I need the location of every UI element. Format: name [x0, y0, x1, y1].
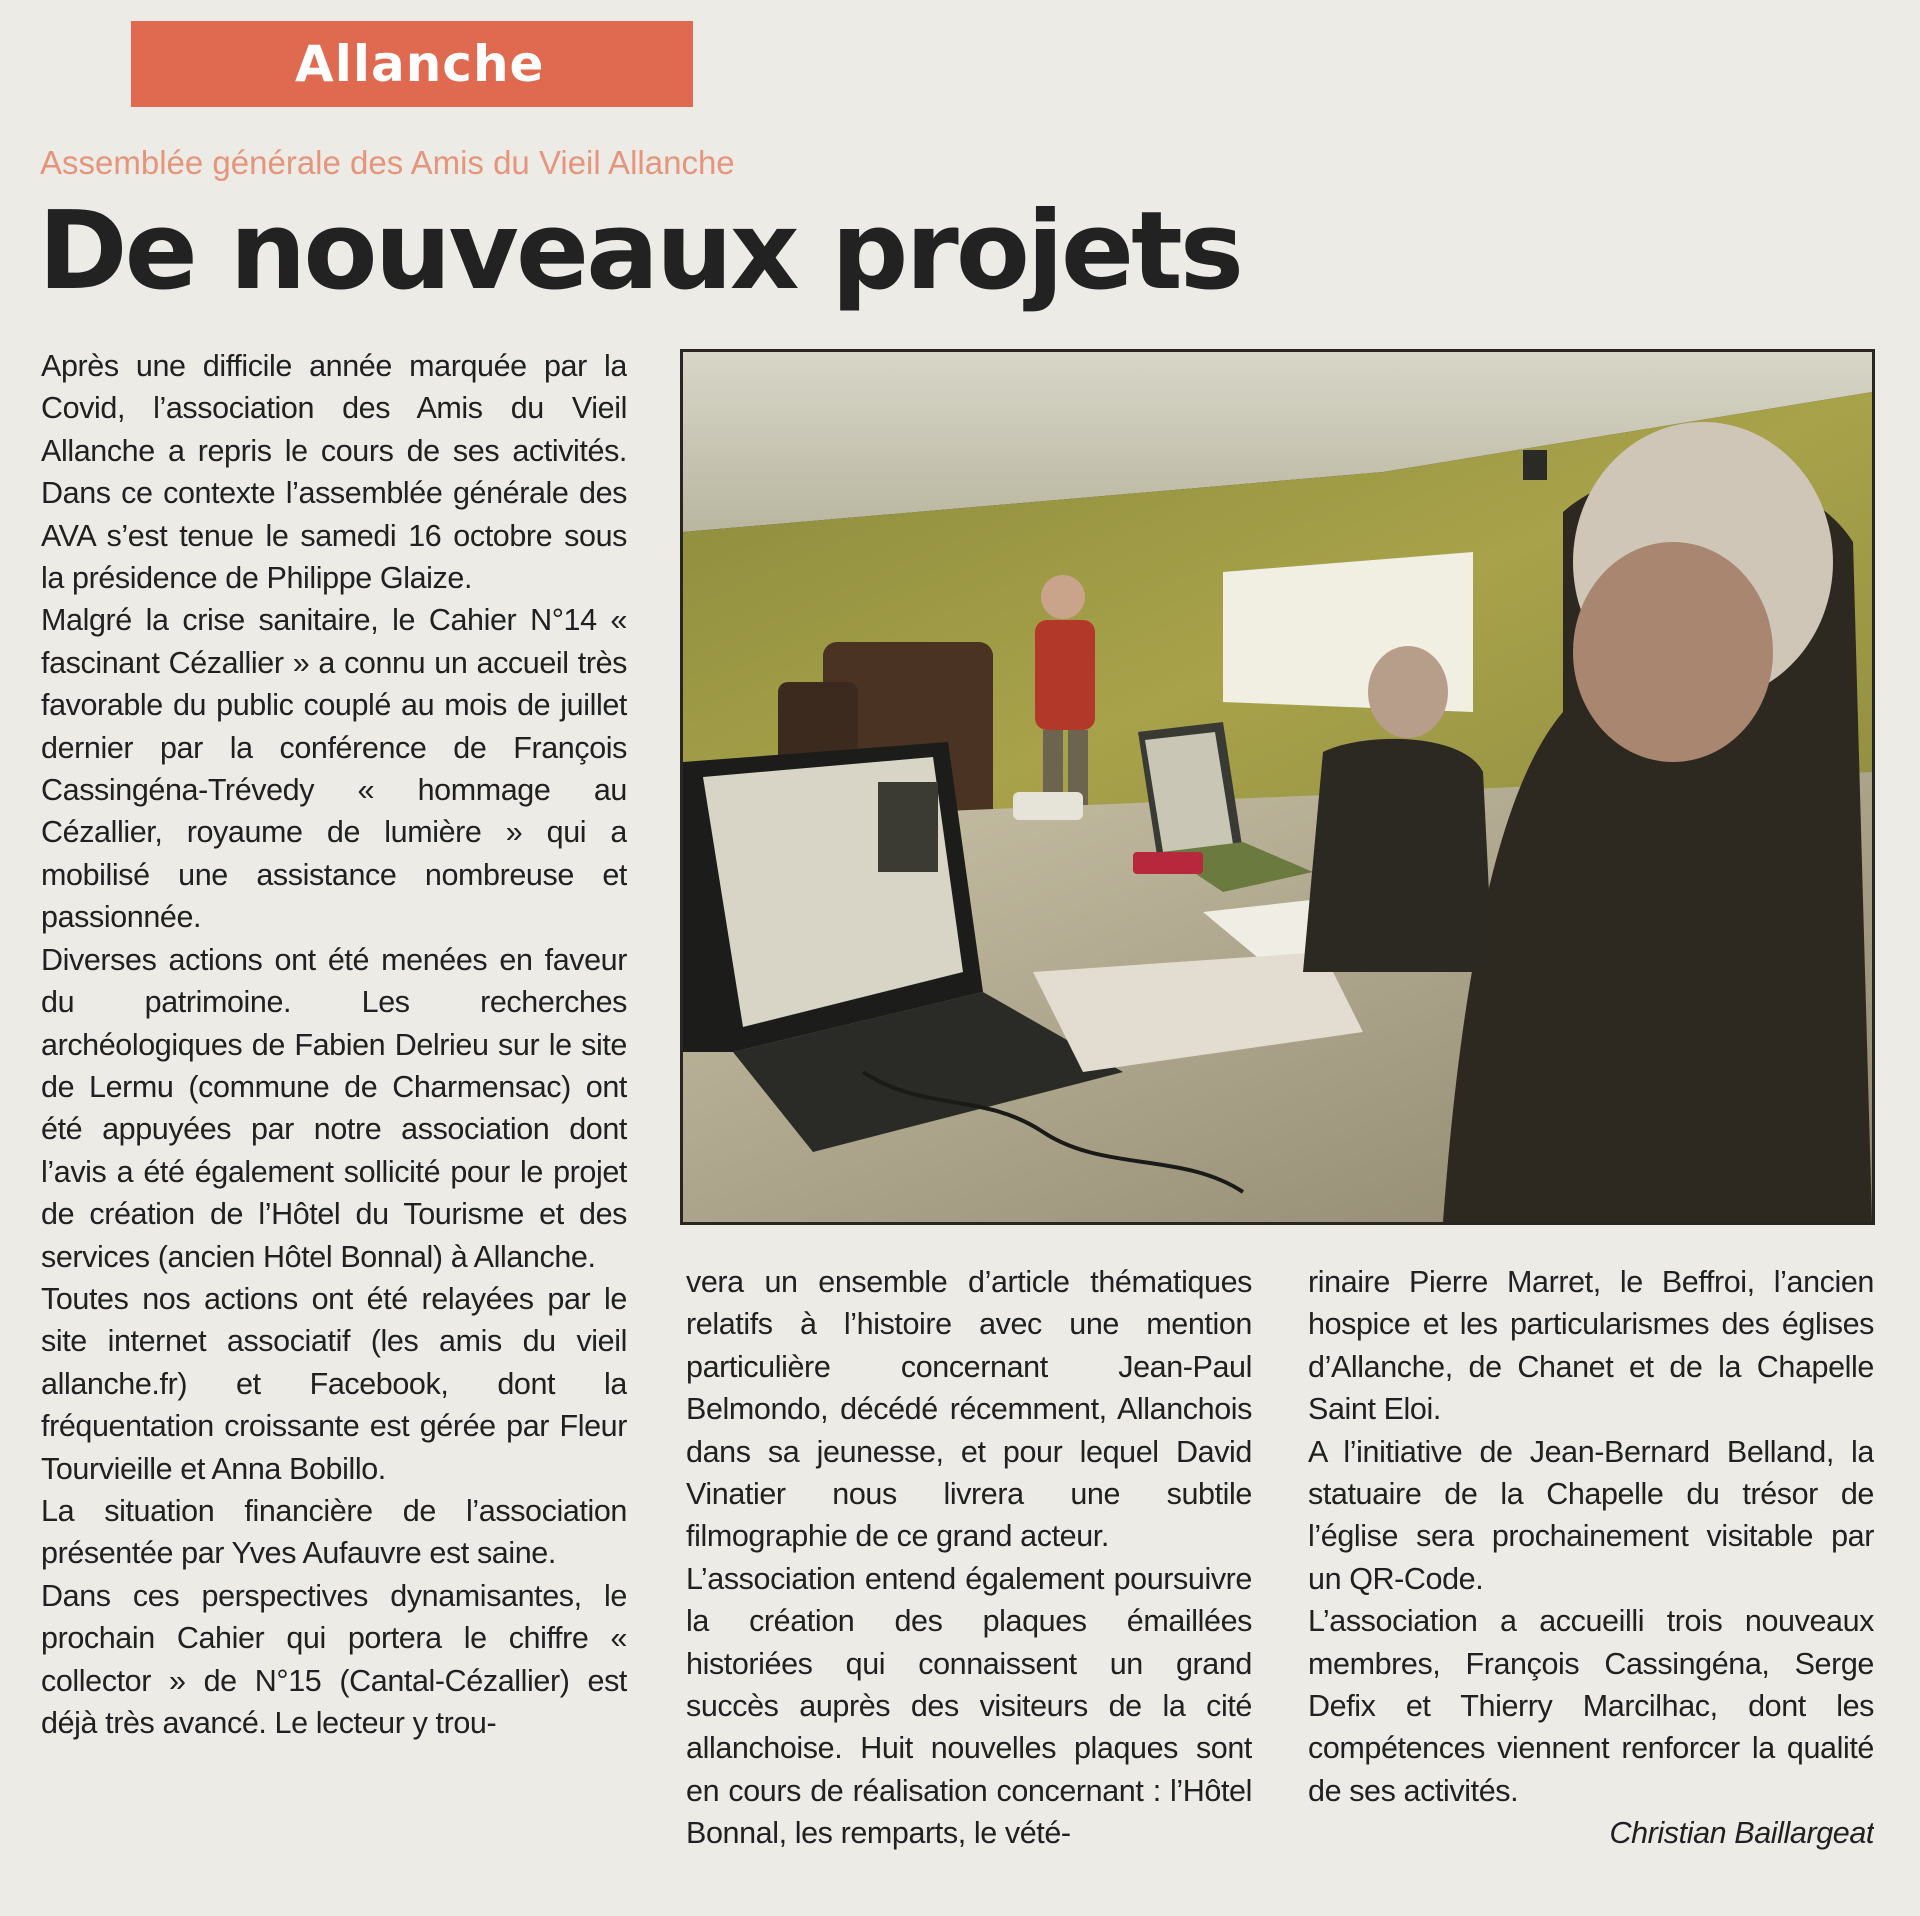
paragraph: Toutes nos actions ont été relayées par le site internet associatif (les amis du vieil allanche.fr) et Facebook, dont la fréquentation croissante est gérée par Fleur Tourvieille et Anna Bobillo.	[41, 1281, 627, 1486]
paragraph: La situation financière de l’association présentée par Yves Aufauvre est saine.	[41, 1493, 627, 1571]
paragraph: rinaire Pierre Marret, le Beffroi, l’ancien hospice et les particularismes des églises d’Allanche, de Chanet et de la Chapelle Saint Eloi.	[1308, 1265, 1874, 1427]
paragraph: Après une difficile année marquée par la Covid, l’association des Amis du Vieil Allanche a repris le cours de ses activités. Dans ce contexte l’assemblée générale des AVA s’est tenue le samedi 16 octobre sous la présidence de Philippe Glaize.	[41, 349, 627, 596]
article-kicker: Assemblée générale des Amis du Vieil Allanche	[40, 144, 735, 181]
paragraph: L’association entend également poursuivre la création des plaques émaillées historiées qui connaissent un grand succès auprès des visiteurs de la cité allanchoise. Huit nouvelles plaques sont en cours de réalisation concernant : l’Hôtel Bonnal, les remparts, le vété-	[686, 1561, 1252, 1851]
author-signature: Christian Baillargeat	[1609, 1816, 1874, 1851]
paragraph: vera un ensemble d’article thématiques relatifs à l’histoire avec une mention particulière concernant Jean-Paul Belmondo, décédé récemment, Allanchois dans sa jeunesse, et pour lequel David Vinatier nous livrera une subtile filmographie de ce grand acteur.	[686, 1265, 1252, 1554]
section-label: Allanche	[295, 35, 545, 93]
article-headline: De nouveaux projets	[38, 189, 1242, 314]
article-column-3	[1308, 1261, 1874, 1901]
paragraph: A l’initiative de Jean-Bernard Belland, la statuaire de la Chapelle du trésor de l’église sera prochainement visitable par un QR-Code.	[1308, 1434, 1874, 1596]
paragraph: Diverses actions ont été menées en faveur du patrimoine. Les recherches archéologiques de Fabien Delrieu sur le site de Lermu (commune de Charmensac) ont été appuyées par notre association dont l’avis a été également sollicité pour le projet de création de l’Hôtel du Tourisme et des services (ancien Hôtel Bonnal) à Allanche.	[41, 942, 627, 1274]
article-photo	[680, 349, 1875, 1225]
article-column-2	[686, 1261, 1252, 1901]
paragraph: Malgré la crise sanitaire, le Cahier N°14 « fascinant Cézallier » a connu un accueil très favorable du public couplé au mois de juillet dernier par la conférence de François Cassingéna-Trévedy « hommage au Cézallier, royaume de lumière » qui a mobilisé une assistance nombreuse et passionnée.	[41, 603, 627, 935]
paragraph: L’association a accueilli trois nouveaux membres, François Cassingéna, Serge Defix et Thierry Marcilhac, dont les compétences viennent renforcer la qualité de ses activités.	[1308, 1604, 1874, 1808]
article-column-1	[41, 345, 627, 1905]
paragraph: Dans ces perspectives dynamisantes, le prochain Cahier qui portera le chiffre « collector » de N°15 (Cantal-Cézallier) est déjà très avancé. Le lecteur y trou-	[41, 1578, 627, 1740]
section-banner	[131, 21, 693, 107]
